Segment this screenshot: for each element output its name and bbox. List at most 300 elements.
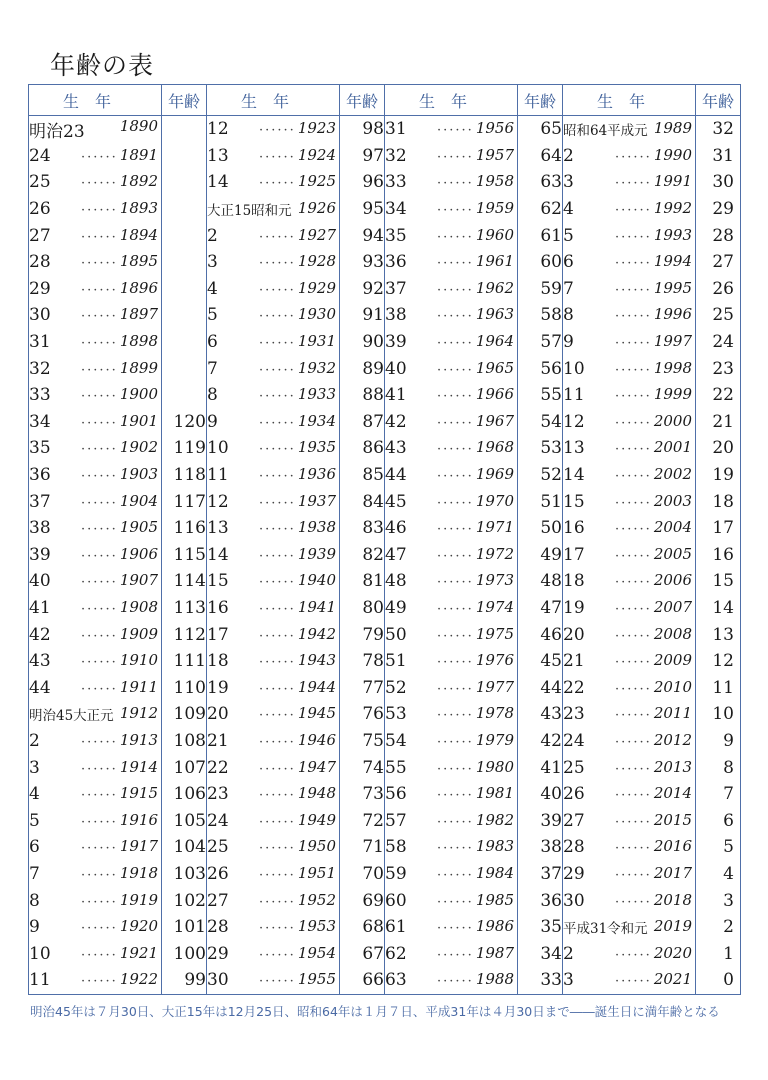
era-year-label: 13 [207,518,229,539]
leader-dots: ······ [259,176,296,192]
western-year: 1995 [653,278,692,297]
era-year-label: 33 [385,172,407,193]
western-year: 1901 [119,411,158,430]
age-cell: 26 [696,276,741,303]
birth-year-cell [29,435,162,462]
birth-year-cell [563,329,696,356]
age-cell: 103 [162,861,207,888]
leader-dots: ······ [437,336,474,352]
birth-year-cell [563,887,696,914]
western-year: 1998 [653,358,692,377]
age-cell: 18 [696,488,741,515]
leader-dots: ······ [81,734,118,750]
header-age: 年齢 [162,85,207,116]
western-year: 1912 [119,703,158,722]
era-year-label: 45 [385,491,407,512]
birth-year-cell [29,302,162,329]
age-cell [162,276,207,303]
age-cell: 73 [340,781,385,808]
age-cell: 99 [162,967,207,994]
western-year: 1933 [297,385,336,404]
leader-dots: ······ [615,309,652,325]
birth-year-cell [207,914,340,941]
era-year-label: 25 [207,837,229,858]
birth-year-cell [385,887,518,914]
western-year: 1964 [475,332,514,351]
birth-year-cell [29,648,162,675]
birth-year-cell [207,701,340,728]
age-cell: 90 [340,329,385,356]
age-cell: 24 [696,329,741,356]
era-year-label: 36 [385,252,407,273]
age-cell: 40 [518,781,563,808]
birth-year-cell [563,648,696,675]
table-row [29,409,741,436]
western-year: 1906 [119,544,158,563]
birth-year-cell [29,914,162,941]
era-year-label: 11 [207,465,229,486]
birth-year-cell [385,728,518,755]
birth-year-cell [385,435,518,462]
leader-dots: ······ [259,229,296,245]
era-year-label: 3 [29,757,40,778]
western-year: 2003 [653,491,692,510]
age-cell: 120 [162,409,207,436]
era-year-label: 55 [385,757,407,778]
western-year: 1952 [297,890,336,909]
era-year-label: 26 [563,784,585,805]
age-cell: 115 [162,542,207,569]
western-year: 1977 [475,677,514,696]
age-cell: 28 [696,222,741,249]
table-row [29,701,741,728]
table-row [29,382,741,409]
table-row [29,834,741,861]
era-year-label: 2 [563,145,574,166]
birth-year-cell [29,807,162,834]
era-year-label: 61 [385,917,407,938]
leader-dots: ······ [615,362,652,378]
birth-year-cell [385,222,518,249]
era-year-label: 7 [29,863,40,884]
birth-year-cell [29,143,162,170]
leader-dots: ······ [259,761,296,777]
era-year-label: 28 [563,837,585,858]
era-year-label: 6 [29,837,40,858]
leader-dots: ······ [81,362,118,378]
era-year-label: 25 [563,757,585,778]
birth-year-cell [29,329,162,356]
era-year-label: 4 [207,278,218,299]
western-year: 2009 [653,651,692,670]
age-cell: 86 [340,435,385,462]
western-year: 1944 [297,677,336,696]
western-year: 1935 [297,438,336,457]
age-cell: 32 [696,116,741,143]
leader-dots: ······ [81,575,118,591]
era-year-label: 12 [207,119,229,140]
birth-year-cell [563,542,696,569]
leader-dots: ······ [615,256,652,272]
leader-dots: ······ [81,229,118,245]
western-year: 1972 [475,544,514,563]
era-year-label: 41 [385,385,407,406]
western-year: 1937 [297,491,336,510]
birth-year-cell [385,807,518,834]
age-cell: 77 [340,674,385,701]
age-cell: 25 [696,302,741,329]
western-year: 1981 [475,784,514,803]
leader-dots: ······ [81,548,118,564]
western-year: 2010 [653,677,692,696]
age-cell: 7 [696,781,741,808]
era-year-label: 52 [385,677,407,698]
age-cell: 53 [518,435,563,462]
leader-dots: ······ [615,655,652,671]
western-year: 1895 [119,252,158,271]
birth-year-cell [385,143,518,170]
birth-year-cell [29,462,162,489]
era-year-label: 32 [385,145,407,166]
leader-dots: ······ [437,389,474,405]
era-year-label: 11 [563,385,585,406]
western-year: 1993 [653,225,692,244]
birth-year-cell [385,276,518,303]
birth-year-cell [207,648,340,675]
age-cell: 75 [340,728,385,755]
table-body [29,116,741,995]
leader-dots: ······ [81,256,118,272]
era-year-label: 9 [563,332,574,353]
age-cell [162,169,207,196]
western-year: 2013 [653,757,692,776]
age-cell: 88 [340,382,385,409]
western-year: 1932 [297,358,336,377]
era-year-label: 30 [29,305,51,326]
age-cell: 106 [162,781,207,808]
birth-year-cell [29,754,162,781]
era-year-label: 19 [563,597,585,618]
leader-dots: ······ [615,761,652,777]
western-year: 1979 [475,730,514,749]
age-cell [162,302,207,329]
birth-year-cell [207,382,340,409]
age-cell: 46 [518,621,563,648]
leader-dots: ······ [437,867,474,883]
era-year-label: 42 [385,411,407,432]
western-year: 1916 [119,810,158,829]
age-cell: 63 [518,169,563,196]
birth-year-cell [207,169,340,196]
leader-dots: ······ [437,469,474,485]
birth-year-cell [29,382,162,409]
header-row [29,85,741,116]
leader-dots: ······ [615,548,652,564]
western-year: 1973 [475,571,514,590]
age-cell: 85 [340,462,385,489]
age-cell: 51 [518,488,563,515]
age-cell: 81 [340,568,385,595]
western-year: 2007 [653,597,692,616]
western-year: 1958 [475,172,514,191]
age-cell: 78 [340,648,385,675]
era-year-label: 22 [207,757,229,778]
era-year-label: 34 [29,411,51,432]
age-cell: 37 [518,861,563,888]
birth-year-cell [385,355,518,382]
era-year-label: 14 [207,544,229,565]
age-cell: 1 [696,940,741,967]
birth-year-cell [385,116,518,143]
age-cell: 60 [518,249,563,276]
age-cell: 65 [518,116,563,143]
age-cell: 71 [340,834,385,861]
western-year: 2008 [653,624,692,643]
era-year-label: 44 [385,465,407,486]
era-year-label: 24 [29,145,51,166]
western-year: 1953 [297,917,336,936]
western-year: 1941 [297,597,336,616]
western-year: 1963 [475,305,514,324]
birth-year-cell [563,781,696,808]
age-cell: 45 [518,648,563,675]
age-cell: 33 [518,967,563,994]
era-year-label: 平成31令和元 [563,920,648,937]
age-cell: 83 [340,515,385,542]
era-year-label: 40 [29,571,51,592]
birth-year-cell [385,940,518,967]
western-year: 1924 [297,145,336,164]
leader-dots: ······ [259,921,296,937]
birth-year-cell [385,914,518,941]
age-cell: 4 [696,861,741,888]
western-year: 1975 [475,624,514,643]
era-year-label: 13 [207,145,229,166]
birth-year-cell [385,196,518,223]
leader-dots: ······ [81,761,118,777]
western-year: 1909 [119,624,158,643]
leader-dots: ······ [437,708,474,724]
era-year-label: 35 [29,438,51,459]
table-row [29,807,741,834]
age-cell: 29 [696,196,741,223]
western-year: 2005 [653,544,692,563]
leader-dots: ······ [81,867,118,883]
era-year-label: 33 [29,385,51,406]
leader-dots: ······ [615,575,652,591]
age-cell: 16 [696,542,741,569]
era-year-label: 54 [385,730,407,751]
leader-dots: ······ [259,415,296,431]
birth-year-cell [207,462,340,489]
age-cell: 89 [340,355,385,382]
western-year: 1900 [119,385,158,404]
age-cell: 104 [162,834,207,861]
western-year: 1905 [119,518,158,537]
age-cell: 55 [518,382,563,409]
western-year: 1990 [653,145,692,164]
leader-dots: ······ [437,841,474,857]
era-year-label: 昭和64平成元 [563,122,648,139]
birth-year-cell [29,249,162,276]
birth-year-cell [29,276,162,303]
western-year: 1982 [475,810,514,829]
table-row [29,196,741,223]
birth-year-cell [207,568,340,595]
era-year-label: 32 [29,358,51,379]
era-year-label: 明治23 [29,121,85,142]
birth-year-cell [207,940,340,967]
era-year-label: 4 [563,199,574,220]
age-cell: 23 [696,355,741,382]
era-year-label: 10 [207,438,229,459]
western-year: 1907 [119,571,158,590]
era-year-label: 38 [29,518,51,539]
era-year-label: 6 [563,252,574,273]
birth-year-cell [29,515,162,542]
leader-dots: ······ [81,149,118,165]
age-cell: 50 [518,515,563,542]
leader-dots: ······ [259,575,296,591]
age-cell [162,222,207,249]
western-year: 1928 [297,252,336,271]
leader-dots: ······ [615,336,652,352]
western-year: 1913 [119,730,158,749]
era-year-label: 43 [29,651,51,672]
era-year-label: 17 [207,624,229,645]
birth-year-cell [207,249,340,276]
birth-year-cell [207,488,340,515]
age-cell: 93 [340,249,385,276]
age-cell: 84 [340,488,385,515]
age-cell: 39 [518,807,563,834]
era-year-label: 3 [563,172,574,193]
era-year-label: 15 [563,491,585,512]
western-year: 1891 [119,145,158,164]
birth-year-cell [29,781,162,808]
leader-dots: ······ [615,415,652,431]
leader-dots: ······ [437,495,474,511]
era-year-label: 21 [563,651,585,672]
era-year-label: 57 [385,810,407,831]
leader-dots: ······ [259,522,296,538]
age-cell: 68 [340,914,385,941]
western-year: 1945 [297,704,336,723]
western-year: 1927 [297,225,336,244]
western-year: 1896 [119,278,158,297]
leader-dots: ······ [615,229,652,245]
leader-dots: ······ [437,974,474,990]
age-cell [162,249,207,276]
table-row [29,861,741,888]
leader-dots: ······ [437,921,474,937]
age-cell: 22 [696,382,741,409]
western-year: 1962 [475,278,514,297]
western-year: 1918 [119,863,158,882]
page-title: 年齢の表 [50,51,155,80]
leader-dots: ······ [81,469,118,485]
age-cell: 27 [696,249,741,276]
western-year: 1892 [119,172,158,191]
leader-dots: ······ [615,176,652,192]
table-row [29,754,741,781]
era-year-label: 56 [385,784,407,805]
western-year: 2018 [653,890,692,909]
age-cell: 117 [162,488,207,515]
leader-dots: ······ [259,442,296,458]
leader-dots: ······ [437,123,474,139]
age-cell: 49 [518,542,563,569]
birth-year-cell [563,143,696,170]
leader-dots: ······ [259,389,296,405]
western-year: 1960 [475,225,514,244]
western-year: 1986 [475,917,514,936]
era-year-label: 28 [207,917,229,938]
leader-dots: ······ [615,894,652,910]
age-cell: 17 [696,515,741,542]
western-year: 2019 [653,916,692,935]
era-year-label: 19 [207,677,229,698]
birth-year-cell [207,674,340,701]
leader-dots: ······ [437,149,474,165]
birth-year-cell [385,754,518,781]
age-cell [162,196,207,223]
leader-dots: ······ [437,788,474,804]
leader-dots: ······ [259,708,296,724]
table-row [29,914,741,941]
leader-dots: ······ [81,282,118,298]
leader-dots: ······ [615,522,652,538]
leader-dots: ······ [437,734,474,750]
birth-year-cell [385,568,518,595]
western-year: 1971 [475,518,514,537]
leader-dots: ······ [437,655,474,671]
era-year-label: 2 [207,225,218,246]
age-cell: 52 [518,462,563,489]
era-year-label: 39 [29,544,51,565]
header-birth-year: 生年 [29,85,162,116]
western-year: 1970 [475,491,514,510]
era-year-label: 41 [29,597,51,618]
western-year: 1911 [119,677,158,696]
birth-year-cell [207,754,340,781]
era-year-label: 27 [207,890,229,911]
age-cell: 44 [518,674,563,701]
birth-year-cell [563,568,696,595]
western-year: 1976 [475,651,514,670]
western-year: 2014 [653,784,692,803]
western-year: 1969 [475,465,514,484]
age-cell: 87 [340,409,385,436]
western-year: 1942 [297,624,336,643]
era-year-label: 13 [563,438,585,459]
leader-dots: ······ [259,974,296,990]
age-cell: 15 [696,568,741,595]
birth-year-cell [29,222,162,249]
western-year: 1917 [119,837,158,856]
birth-year-cell [385,834,518,861]
birth-year-cell [563,249,696,276]
era-year-label: 26 [29,199,51,220]
leader-dots: ······ [615,282,652,298]
birth-year-cell [207,542,340,569]
leader-dots: ······ [615,681,652,697]
leader-dots: ······ [81,415,118,431]
era-year-label: 47 [385,544,407,565]
age-cell: 9 [696,728,741,755]
era-year-label: 42 [29,624,51,645]
leader-dots: ······ [81,681,118,697]
